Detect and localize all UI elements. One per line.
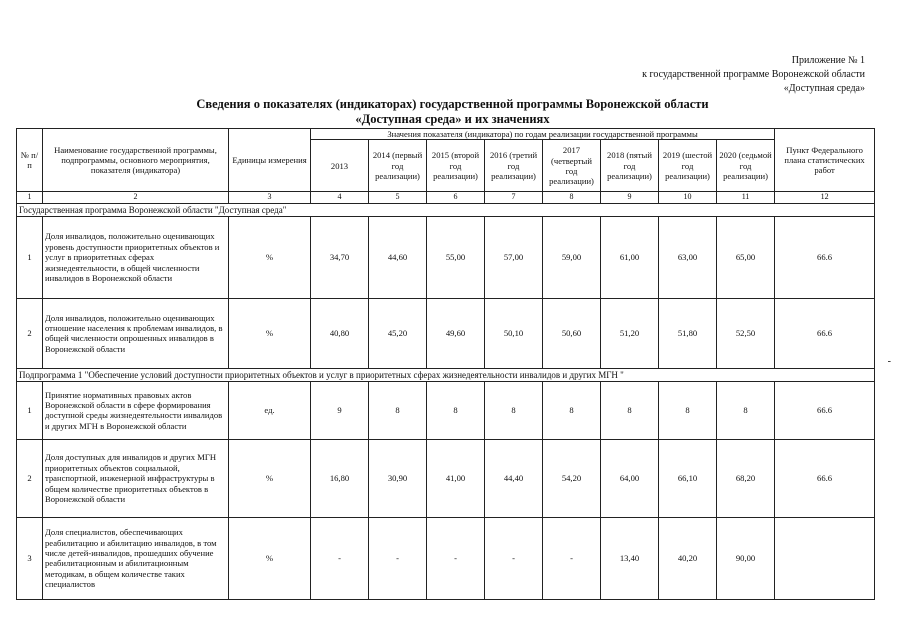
- row-unit: %: [229, 517, 311, 599]
- column-number: 2: [43, 192, 229, 203]
- section-title: Подпрограмма 1 "Обеспечение условий доступности приоритетных объектов и услуг в приоритетных сферах жизнедеятельности инвалидов и других МГН ": [17, 368, 875, 381]
- row-value: 50,10: [485, 298, 543, 368]
- row-num: 1: [17, 381, 43, 439]
- row-name: Доля инвалидов, положительно оценивающих отношение населения к проблемам инвалидов, в общей численности опрошенных инвалидов в Воронежской области: [43, 298, 229, 368]
- row-value: 8: [485, 381, 543, 439]
- margin-mark: -: [887, 356, 891, 367]
- section-title: Государственная программа Воронежской области "Доступная среда": [17, 203, 875, 216]
- row-name: Доля специалистов, обеспечивающих реабилитацию и абилитацию инвалидов, в том числе детей-инвалидов, прошедших обучение реабилитационным и абилитационным методикам, в общем количестве таких специалистов: [43, 517, 229, 599]
- header-year: 2019 (шестой год реализации): [659, 140, 717, 192]
- row-value: 52,50: [717, 298, 775, 368]
- row-value: 50,60: [543, 298, 601, 368]
- table-row: [17, 381, 875, 439]
- row-value: 40,20: [659, 517, 717, 599]
- row-value: 68,20: [717, 439, 775, 517]
- annex-line-2: к государственной программе Воронежской области: [642, 69, 865, 80]
- title-line-1: Сведения о показателях (индикаторах) государственной программы Воронежской области: [196, 97, 709, 111]
- row-value: 41,00: [427, 439, 485, 517]
- row-plan: [775, 517, 875, 599]
- row-value: 59,00: [543, 216, 601, 298]
- header-year: 2016 (третий год реализации): [485, 140, 543, 192]
- column-number: 9: [601, 192, 659, 203]
- row-unit: %: [229, 216, 311, 298]
- section-header-program: [17, 203, 875, 216]
- row-value: 30,90: [369, 439, 427, 517]
- row-value: 65,00: [717, 216, 775, 298]
- row-value: 54,20: [543, 439, 601, 517]
- annex-line-1: Приложение № 1: [791, 55, 865, 66]
- row-name: Доля инвалидов, положительно оценивающих уровень доступности приоритетных объектов и услуг в приоритетных сферах жизнедеятельности, в общей численности инвалидов в Воронежской области: [43, 216, 229, 298]
- row-value: 9: [311, 381, 369, 439]
- section-header-subprogram: [17, 368, 875, 381]
- row-value: 44,40: [485, 439, 543, 517]
- row-value: -: [485, 517, 543, 599]
- header-year: 2013: [311, 140, 369, 192]
- row-value: 63,00: [659, 216, 717, 298]
- row-value: 8: [543, 381, 601, 439]
- table-row: [17, 216, 875, 298]
- row-name: Доля доступных для инвалидов и других МГН приоритетных объектов социальной, транспортной, инженерной инфраструктуры в общем количестве приоритетных объектов в Воронежской области: [43, 439, 229, 517]
- header-name: Наименование государственной программы, подпрограммы, основного мероприятия, показателя (индикатора): [43, 129, 229, 192]
- column-number: 5: [369, 192, 427, 203]
- row-value: 57,00: [485, 216, 543, 298]
- row-value: -: [369, 517, 427, 599]
- header-year: 2020 (седьмой год реализации): [717, 140, 775, 192]
- row-plan: 66.6: [775, 439, 875, 517]
- row-value: -: [427, 517, 485, 599]
- column-number: 7: [485, 192, 543, 203]
- row-unit: %: [229, 298, 311, 368]
- header-year: 2015 (второй год реализации): [427, 140, 485, 192]
- row-num: 3: [17, 517, 43, 599]
- header-year: 2017 (четвертый год реализации): [543, 140, 601, 192]
- header-plan: Пункт Федерального плана статистических работ: [775, 129, 875, 192]
- row-value: 45,20: [369, 298, 427, 368]
- row-value: 51,20: [601, 298, 659, 368]
- row-value: 8: [659, 381, 717, 439]
- column-number: 1: [17, 192, 43, 203]
- row-num: 2: [17, 439, 43, 517]
- row-value: 49,60: [427, 298, 485, 368]
- table-row: [17, 439, 875, 517]
- row-value: 66,10: [659, 439, 717, 517]
- column-number: 12: [775, 192, 875, 203]
- row-unit: ед.: [229, 381, 311, 439]
- column-number: 10: [659, 192, 717, 203]
- header-year: 2014 (первый год реализации): [369, 140, 427, 192]
- row-value: 8: [427, 381, 485, 439]
- annex-block: [642, 54, 865, 96]
- row-unit: %: [229, 439, 311, 517]
- row-value: -: [311, 517, 369, 599]
- row-plan: 66.6: [775, 298, 875, 368]
- table-row: [17, 517, 875, 599]
- row-value: -: [543, 517, 601, 599]
- row-value: 8: [601, 381, 659, 439]
- column-number: 6: [427, 192, 485, 203]
- header-year: 2018 (пятый год реализации): [601, 140, 659, 192]
- column-numbers-row: [17, 192, 875, 203]
- row-value: 16,80: [311, 439, 369, 517]
- column-number: 8: [543, 192, 601, 203]
- row-value: 34,70: [311, 216, 369, 298]
- indicators-table: [16, 128, 875, 600]
- title-line-2: «Доступная среда» и их значениях: [355, 112, 550, 126]
- row-value: 90,00: [717, 517, 775, 599]
- row-value: 13,40: [601, 517, 659, 599]
- document-title: [0, 97, 905, 127]
- row-value: 8: [717, 381, 775, 439]
- annex-line-3: «Доступная среда»: [783, 83, 865, 94]
- row-value: 51,80: [659, 298, 717, 368]
- row-value: 44,60: [369, 216, 427, 298]
- row-name: Принятие нормативных правовых актов Воронежской области в сфере формирования доступной среды жизнедеятельности инвалидов и других МГН в Воронежской области: [43, 381, 229, 439]
- row-value: 61,00: [601, 216, 659, 298]
- row-value: 8: [369, 381, 427, 439]
- column-number: 4: [311, 192, 369, 203]
- column-number: 3: [229, 192, 311, 203]
- header-values-group: Значения показателя (индикатора) по годам реализации государственной программы: [311, 129, 775, 140]
- column-number: 11: [717, 192, 775, 203]
- row-value: 64,00: [601, 439, 659, 517]
- row-num: 1: [17, 216, 43, 298]
- table-row: [17, 298, 875, 368]
- row-value: 40,80: [311, 298, 369, 368]
- header-num: № п/п: [17, 129, 43, 192]
- row-num: 2: [17, 298, 43, 368]
- row-plan: 66.6: [775, 216, 875, 298]
- row-value: 55,00: [427, 216, 485, 298]
- row-plan: 66.6: [775, 381, 875, 439]
- header-units: Единицы измерения: [229, 129, 311, 192]
